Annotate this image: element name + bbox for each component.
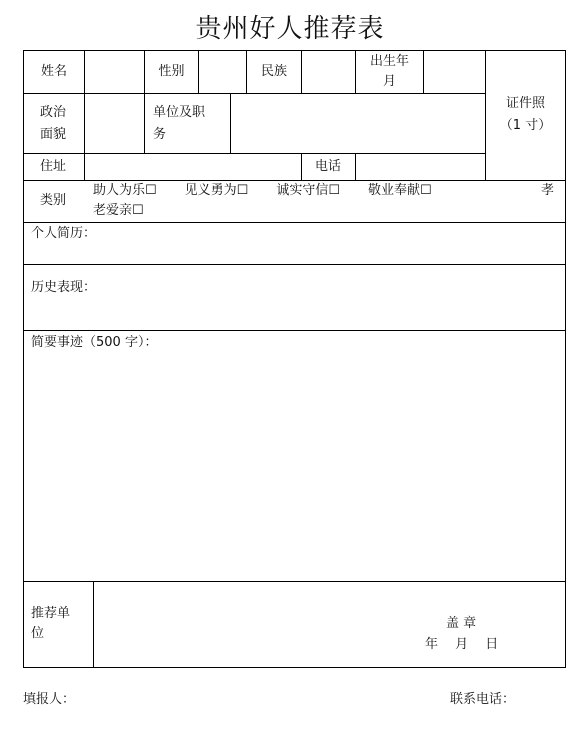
label-name: 姓名 [40,64,67,79]
date-label: 年 月 日 [425,637,499,652]
grid-line [23,667,566,668]
category-option[interactable]: 诚实守信☐ [276,183,340,198]
grid-line [23,93,485,94]
grid-line [23,50,24,668]
section-resume: 个人简历： [31,226,97,241]
seal-label: 盖 章 [446,616,477,631]
category-option-partial: 孝 [541,183,555,198]
grid-line [23,153,485,154]
grid-line [301,50,302,94]
grid-line [23,581,566,582]
label-unit-line1: 单位及职 [153,105,206,120]
category-option[interactable]: 敬业奉献☐ [367,183,432,198]
grid-line [23,222,566,223]
category-option[interactable]: 助人为乐☐ [93,183,157,198]
label-birth-line2: 月 [382,74,396,89]
label-unit-line2: 务 [153,127,167,142]
label-phone: 电话 [315,159,342,174]
label-political-line2: 面貌 [40,127,67,142]
photo-label-line2: （1 寸） [499,118,552,133]
grid-line [565,50,566,668]
grid-line [198,50,199,94]
category-option-continued[interactable]: 老爱亲☐ [93,203,144,218]
photo-label-line1: 证件照 [505,96,545,111]
grid-line [230,93,231,154]
form-title: 贵州好人推荐表 [195,14,385,44]
grid-line [301,153,302,181]
section-history: 历史表现： [31,280,97,295]
label-gender: 性别 [158,64,185,79]
label-category: 类别 [40,193,67,208]
grid-line [84,50,85,181]
grid-line [23,330,566,331]
category-options [93,181,460,201]
grid-line [93,581,94,668]
label-political-line1: 政治 [40,105,67,120]
label-recommend-line1: 推荐单 [31,606,71,621]
filler-label: 填报人： [23,692,76,707]
grid-line [355,153,356,181]
contact-phone-label: 联系电话： [450,692,516,707]
label-birth-line1: 出生年 [369,54,409,69]
grid-line [23,264,566,265]
label-ethnicity: 民族 [260,64,287,79]
category-option[interactable]: 见义勇为☐ [184,183,249,198]
section-deeds: 简要事迹（500 字）： [31,335,158,350]
grid-line [423,50,424,94]
label-address: 住址 [40,159,67,174]
label-recommend-line2: 位 [31,626,45,641]
